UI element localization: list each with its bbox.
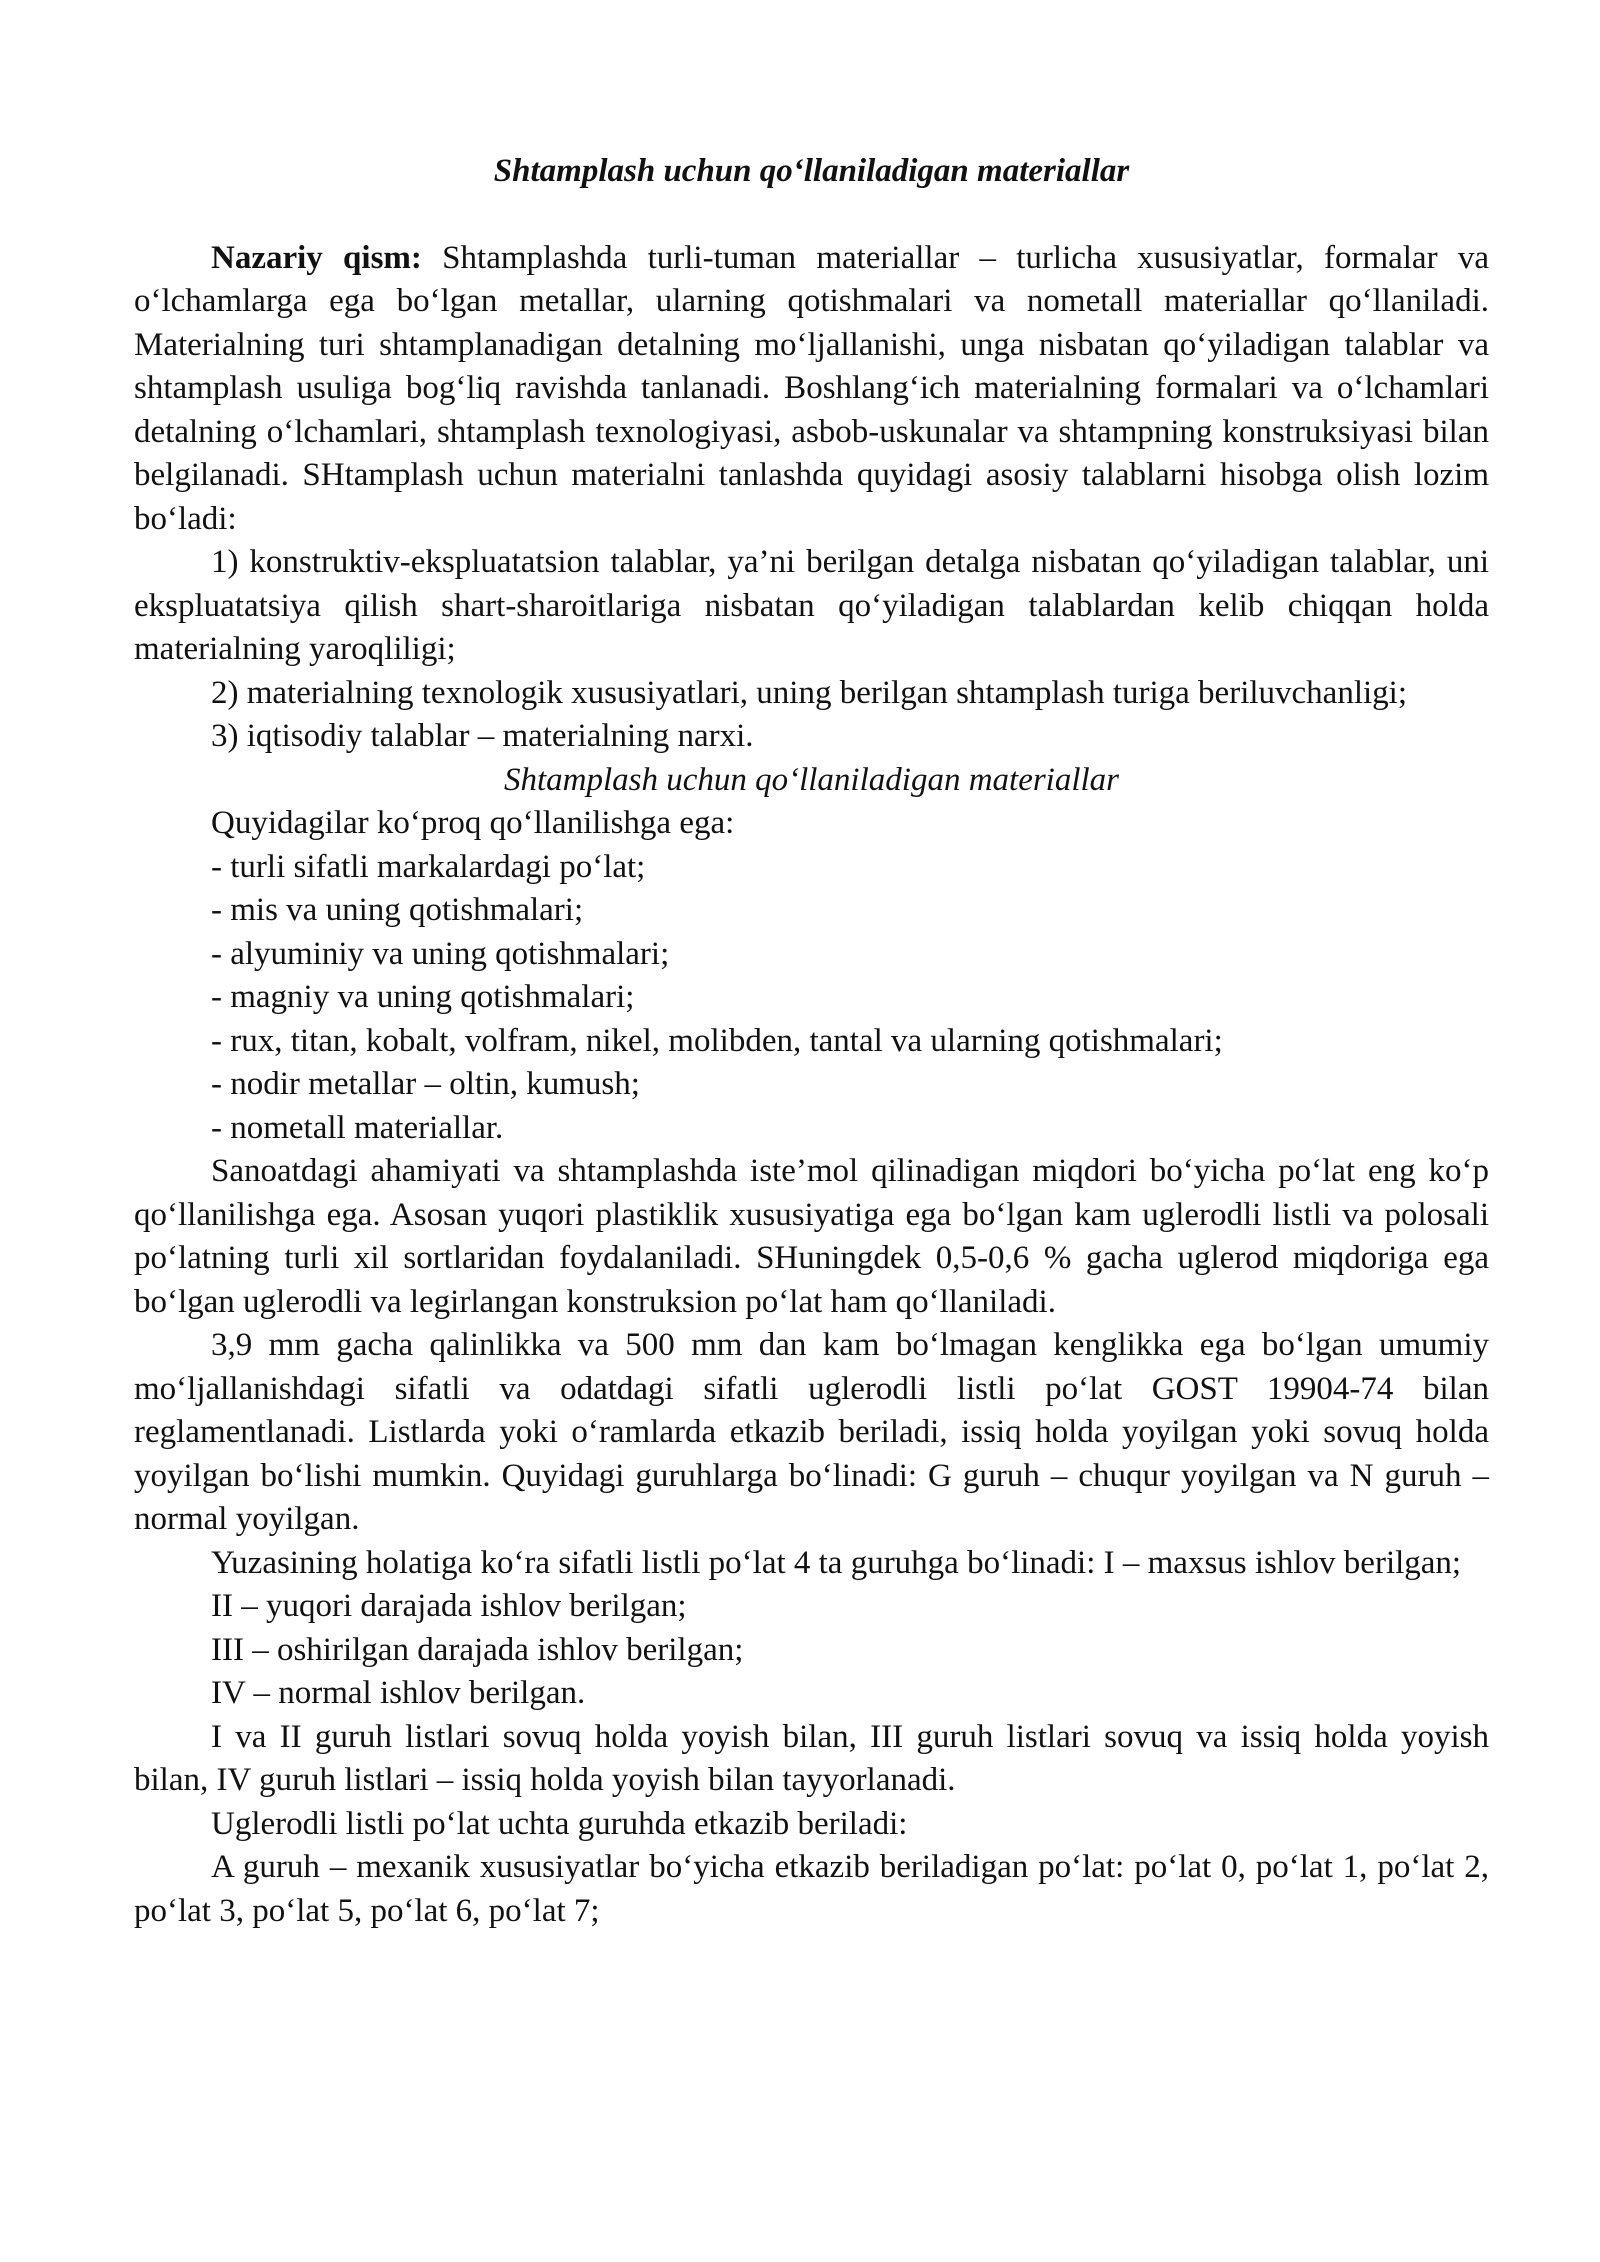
requirement-item: 3) iqtisodiy talablar – materialning narxi.	[211, 718, 754, 754]
material-item: - turli sifatli markalardagi po‘lat;	[211, 848, 646, 885]
surface-group-item: IV – normal ishlov berilgan.	[211, 1675, 586, 1711]
materials-intro: Quyidagilar ko‘proq qo‘llanilishga ega:	[211, 805, 735, 841]
groups-intro-paragraph: Uglerodli listli po‘lat uchta guruhda etkazib beriladi:	[211, 1805, 908, 1842]
intro-paragraph	[134, 237, 1489, 542]
material-item: - nometall materiallar.	[211, 1109, 504, 1146]
material-item: - alyuminiy va uning qotishmalari;	[211, 935, 670, 972]
material-item: - mis va uning qotishmalari;	[211, 892, 584, 928]
intro-text: Shtamplashda turli-tuman materiallar – turlicha xususiyatlar, formalar va o‘lchamlarga ega bo‘lgan metallar, ularning qotishmalari va nometall materiallar qo‘llaniladi. Materialning turi shtamplanadigan detalning mo‘ljallanishi, unga nisbatan qo‘yiladigan talablar va shtamplash usuliga bog‘liq ravishda tanlanadi. Boshlang‘ich materialning formalari va o‘lchamlari detalning o‘lchamlari, shtamplash texnologiyasi, asbob-uskunalar va shtampning konstruksiyasi bilan belgilanadi. SHtamplash uchun materialni tanlashda quyidagi asosiy talablarni hisobga olish lozim bo‘ladi:	[134, 239, 1489, 537]
rolling-paragraph: I va II guruh listlari sovuq holda yoyish bilan, III guruh listlari sovuq va issiq holda yoyish bilan, IV guruh listlari – issiq holda yoyish bilan tayyorlanadi.	[134, 1718, 1489, 1798]
requirement-item: 2) materialning texnologik xususiyatlari, uning berilgan shtamplash turiga beriluvchanligi;	[211, 674, 1407, 711]
gost-paragraph: 3,9 mm gacha qalinlikka va 500 mm dan kam bo‘lmagan kenglikka ega bo‘lgan umumiy mo‘ljallanishdagi sifatli va odatdagi sifatli uglerodli listli po‘lat GOST 19904-74 bilan reglamentlanadi. Listlarda yoki o‘ramlarda etkazib beriladi, issiq holda yoyilgan yoki sovuq holda yoyilgan bo‘lishi mumkin. Quyidagi guruhlarga bo‘linadi: G guruh – chuqur yoyilgan va N guruh – normal yoyilgan.	[134, 1327, 1489, 1537]
material-item: - magniy va uning qotishmalari;	[211, 979, 635, 1015]
material-item: - rux, titan, kobalt, volfram, nikel, molibden, tantal va ularning qotishmalari;	[211, 1022, 1223, 1059]
surface-group-item: III – oshirilgan darajada ishlov berilgan;	[211, 1631, 744, 1668]
steel-paragraph: Sanoatdagi ahamiyati va shtamplashda iste’mol qilinadigan miqdori bo‘yicha po‘lat eng ko‘p qo‘llanilishga ega. Asosan yuqori plastiklik xususiyatiga ega bo‘lgan kam uglerodli listli va polosali po‘latning turli xil sortlaridan foydalaniladi. SHuningdek 0,5-0,6 % gacha uglerod miqdoriga ega bo‘lgan uglerodli va legirlangan konstruksion po‘lat ham qo‘llaniladi.	[134, 1153, 1489, 1320]
intro-lead: Nazariy qism:	[211, 239, 422, 276]
requirement-item: 1) konstruktiv-ekspluatatsion talablar, ya’ni berilgan detalga nisbatan qo‘yiladigan talablar, uni ekspluatatsiya qilish shart-sharoitlariga nisbatan qo‘yiladigan talablardan kelib chiqqan holda materialning yaroqliligi;	[134, 544, 1489, 667]
group-a-paragraph: A guruh – mexanik xususiyatlar bo‘yicha etkazib beriladigan po‘lat: po‘lat 0, po‘lat 1, po‘lat 2, po‘lat 3, po‘lat 5, po‘lat 6, po‘lat 7;	[134, 1849, 1489, 1929]
document-page	[134, 150, 1489, 1933]
section-subtitle: Shtamplash uchun qo‘llaniladigan materiallar	[503, 761, 1120, 798]
material-item: - nodir metallar – oltin, kumush;	[211, 1066, 640, 1102]
document-title: Shtamplash uchun qo‘llaniladigan materiallar	[493, 153, 1130, 189]
surface-paragraph: Yuzasining holatiga ko‘ra sifatli listli po‘lat 4 ta guruhga bo‘linadi: I – maxsus ishlov berilgan;	[211, 1544, 1462, 1581]
surface-group-item: II – yuqori darajada ishlov berilgan;	[211, 1588, 687, 1624]
